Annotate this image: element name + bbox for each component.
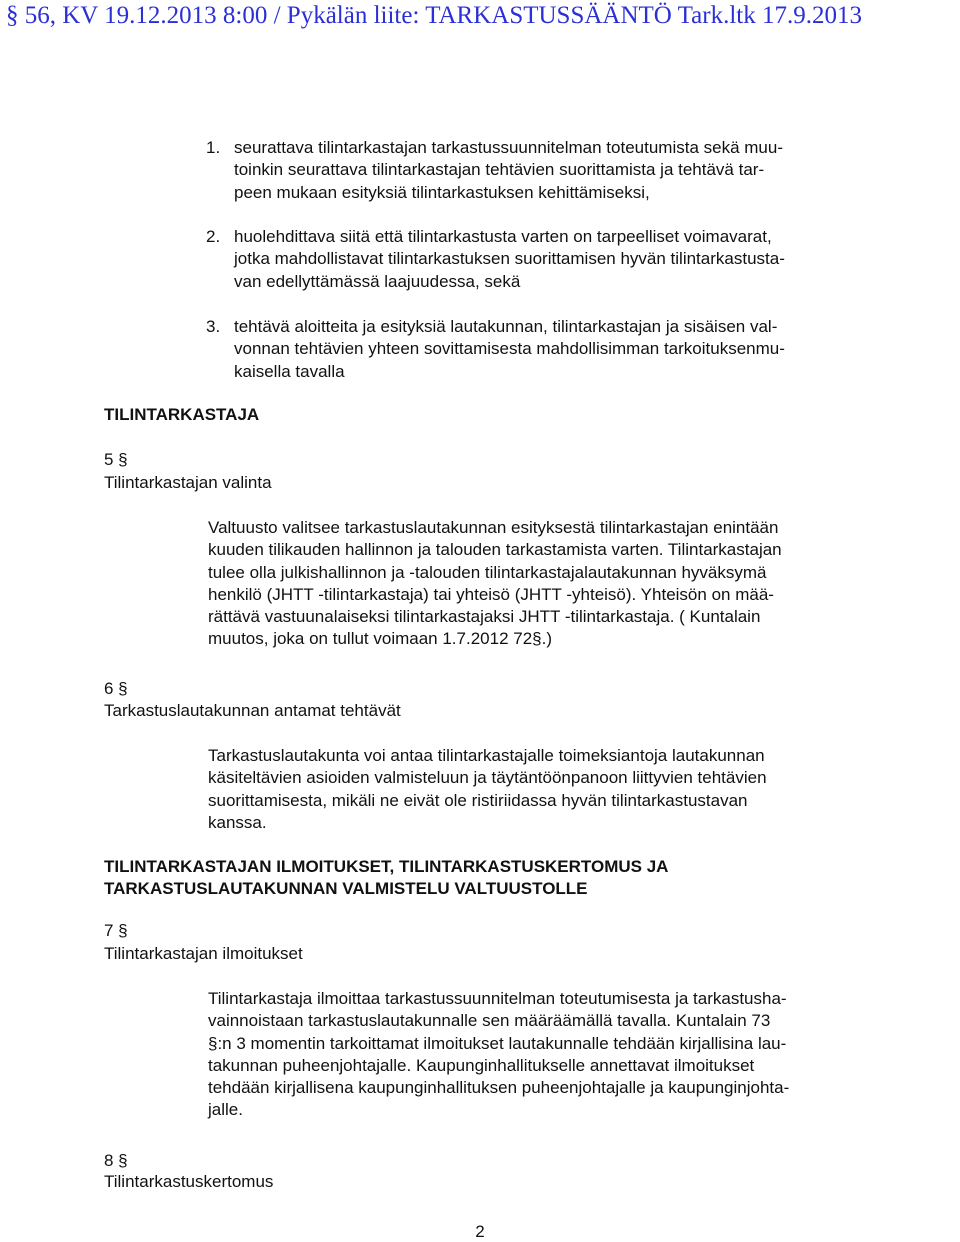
text-line: huolehdittava siitä että tilintarkastusta varten on tarpeelliset voimavarat, bbox=[234, 227, 772, 246]
list-item-text bbox=[234, 137, 846, 204]
list-item-3 bbox=[206, 316, 846, 383]
list-item-1 bbox=[206, 137, 846, 204]
text-line: vainnoistaan tarkastuslautakunnalle sen määräämällä tavalla. Kuntalain 73 bbox=[208, 1011, 771, 1031]
text-line: käsiteltävien asioiden valmisteluun ja täytäntöönpanoon liittyvien tehtävien bbox=[208, 768, 767, 788]
text-line: kuuden tilikauden hallinnon ja talouden tarkastamista varten. Tilintarkastajan bbox=[208, 540, 782, 560]
text-line: seurattava tilintarkastajan tarkastussuunnitelman toteutumista sekä muu- bbox=[234, 138, 783, 157]
text-line: jotka mahdollistavat tilintarkastuksen suorittamisen hyvän tilintarkastusta- bbox=[234, 249, 785, 269]
text-line: peen mukaan esityksiä tilintarkastuksen kehittämiseksi, bbox=[234, 182, 650, 202]
text-line: kaisella tavalla bbox=[234, 361, 345, 381]
list-item-2 bbox=[206, 226, 846, 293]
section-5-paragraph bbox=[208, 517, 848, 651]
section-7-paragraph bbox=[208, 988, 848, 1122]
text-line: tulee olla julkishallinnon ja -talouden tilintarkastajalautakunnan hyväksymä bbox=[208, 562, 767, 582]
list-item-text bbox=[234, 226, 846, 293]
heading-line: TARKASTUSLAUTAKUNNAN VALMISTELU VALTUUSTOLLE bbox=[104, 879, 588, 899]
text-line: Tarkastuslautakunta voi antaa tilintarkastajalle toimeksiantoja lautakunnan bbox=[208, 746, 765, 765]
list-item-number: 2. bbox=[206, 227, 221, 246]
text-line: van edellyttämässä laajuudessa, sekä bbox=[234, 271, 521, 291]
section-title-8: Tilintarkastuskertomus bbox=[104, 1172, 274, 1191]
text-line: vonnan tehtävien yhteen sovittamisesta mahdollisimman tarkoituksenmu- bbox=[234, 339, 785, 359]
text-line: muutos, joka on tullut voimaan 1.7.2012 72§.) bbox=[208, 629, 552, 649]
section-heading-tilintarkastaja: TILINTARKASTAJA bbox=[104, 405, 260, 424]
text-line: henkilö (JHTT -tilintarkastaja) tai yhteisö (JHTT -yhteisö). Yhteisön on mää- bbox=[208, 584, 774, 604]
section-6-paragraph bbox=[208, 745, 848, 834]
section-title-6: Tarkastuslautakunnan antamat tehtävät bbox=[104, 701, 401, 720]
text-line: Valtuusto valitsee tarkastuslautakunnan esityksestä tilintarkastajan enintään bbox=[208, 518, 779, 537]
section-title-7: Tilintarkastajan ilmoitukset bbox=[104, 944, 303, 963]
text-line: takunnan puheenjohtajalle. Kaupunginhallitukselle annettavat ilmoitukset bbox=[208, 1055, 755, 1075]
text-line: suorittamisesta, mikäli ne eivät ole ristiriidassa hyvän tilintarkastustavan bbox=[208, 790, 748, 810]
section-title-5: Tilintarkastajan valinta bbox=[104, 473, 272, 492]
list-item-text bbox=[234, 316, 846, 383]
text-line: kanssa. bbox=[208, 812, 267, 832]
section-number-8: 8 § bbox=[104, 1151, 128, 1170]
section-number-7: 7 § bbox=[104, 921, 128, 940]
text-line: §:n 3 momentin tarkoittamat ilmoitukset lautakunnalle tehdään kirjallisina lau- bbox=[208, 1033, 787, 1053]
text-line: tehtävä aloitteita ja esityksiä lautakunnan, tilintarkastajan ja sisäisen val- bbox=[234, 317, 778, 336]
text-line: toinkin seurattava tilintarkastajan tehtävien suorittamista ja tehtävä tar- bbox=[234, 160, 765, 180]
list-item-number: 3. bbox=[206, 317, 221, 336]
text-line: rättävä vastuunalaiseksi tilintarkastajaksi JHTT -tilintarkastaja. ( Kuntalain bbox=[208, 607, 761, 627]
list-item-number: 1. bbox=[206, 138, 221, 157]
section-heading-ilmoitukset bbox=[104, 856, 668, 901]
section-number-5: 5 § bbox=[104, 450, 128, 469]
page-number: 2 bbox=[475, 1222, 485, 1241]
text-line: Tilintarkastaja ilmoittaa tarkastussuunnitelman toteutumisesta ja tarkastusha- bbox=[208, 989, 787, 1008]
section-number-6: 6 § bbox=[104, 679, 128, 698]
text-line: tehdään kirjallisena kaupunginhallituksen puheenjohtajalle ja kaupunginjohta- bbox=[208, 1078, 790, 1098]
heading-line: TILINTARKASTAJAN ILMOITUKSET, TILINTARKASTUSKERTOMUS JA bbox=[104, 857, 669, 876]
page-header: § 56, KV 19.12.2013 8:00 / Pykälän liite: TARKASTUSSÄÄNTÖ Tark.ltk 17.9.2013 bbox=[6, 2, 862, 29]
text-line: jalle. bbox=[208, 1100, 243, 1120]
